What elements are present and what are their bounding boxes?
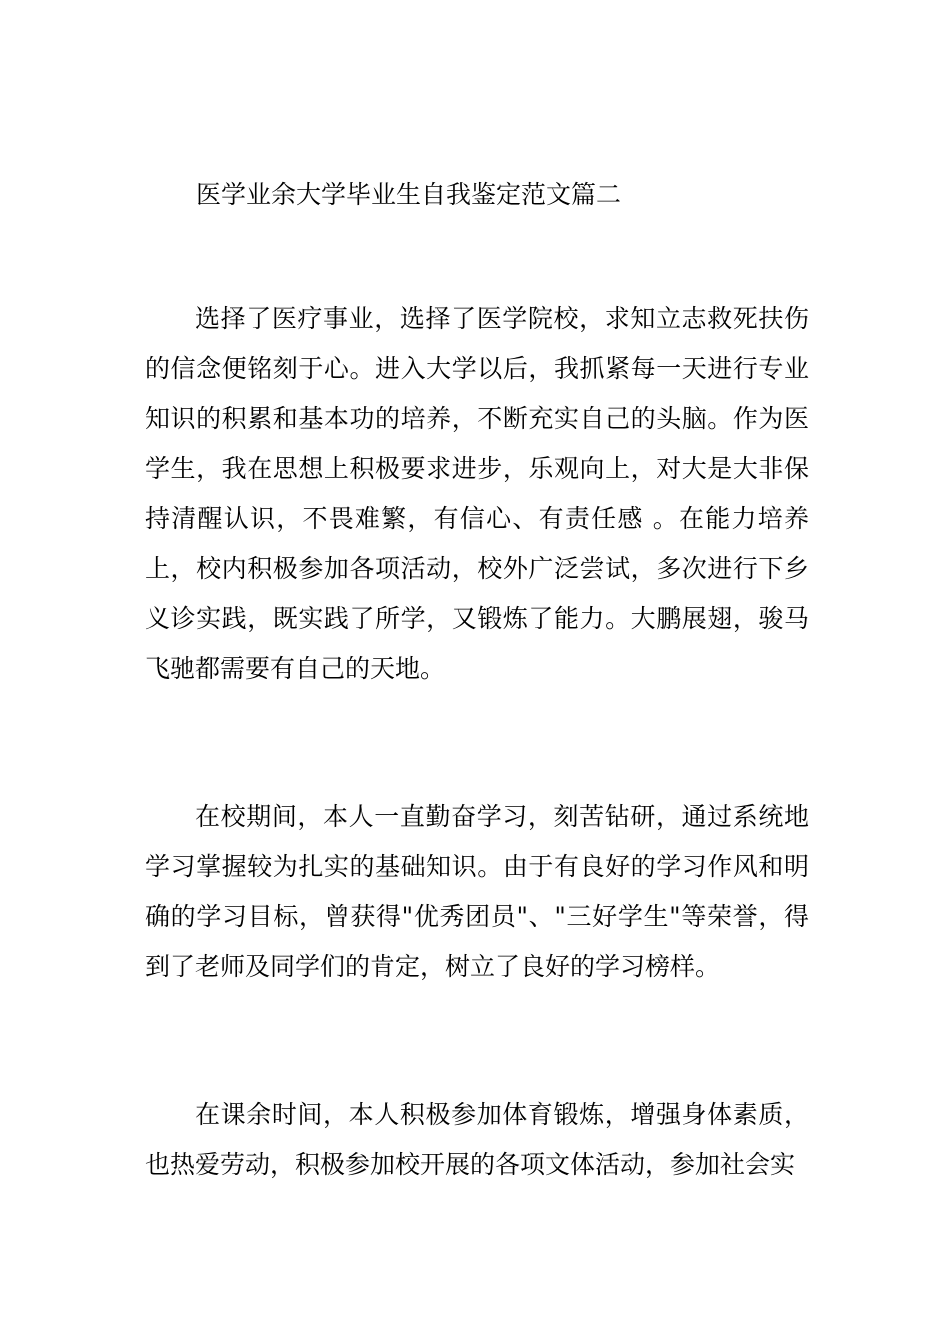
paragraph-2: 在校期间，本人一直勤奋学习，刻苦钻研，通过系统地学习掌握较为扎实的基础知识。由于有良好的学习作风和明确的学习目标，曾获得"优秀团员"、"三好学生"等荣誉，得到了老师及同学们的肯定，树立了良好的学习榜样。 — [145, 802, 809, 981]
paragraph-1: 选择了医疗事业，选择了医学院校，求知立志救死扶伤的信念便铭刻于心。进入大学以后，我抓紧每一天进行专业知识的积累和基本功的培养，不断充实自己的头脑。作为医学生，我在思想上积极要求进步，乐观向上，对大是大非保持清醒认识，不畏难繁，有信心、有责任感 。在能力培养上，校内积极参加各项活动，校外广泛尝试，多次进行下乡义诊实践，既实践了所学，又锻炼了能力。大鹏展翅，骏马飞驰都需要有自己的天地。 — [145, 304, 809, 683]
paragraph-3: 在课余时间，本人积极参加体育锻炼，增强身体素质，也热爱劳动，积极参加校开展的各项文体活动，参加社会实 — [145, 1100, 809, 1179]
document-title: 医学业余大学毕业生自我鉴定范文篇二 — [196, 180, 622, 209]
